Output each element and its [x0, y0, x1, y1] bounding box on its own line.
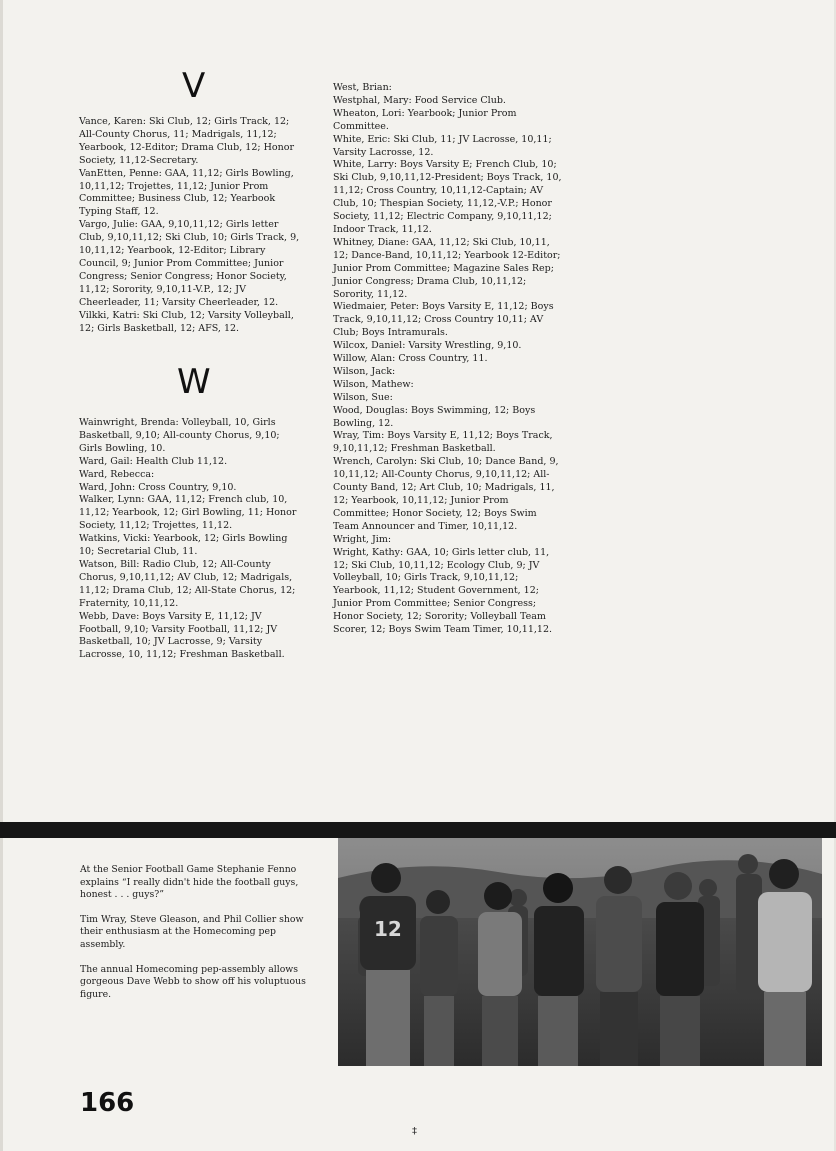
w-entries [79, 417, 301, 662]
section-letter-w: W [177, 362, 211, 402]
crowd-photo-graphic [338, 838, 822, 1066]
caption: The annual Homecoming pep-assembly allows gorgeous Dave Webb to show off his voluptuous figure. [80, 963, 306, 1000]
caption: At the Senior Football Game Stephanie Fenno explains “I really didn't hide the football guys, honest . . . guys?” [80, 864, 299, 901]
entry: Wilcox, Daniel: Varsity Wrestling, 9,10. [333, 340, 522, 352]
entry: Vargo, Julie: GAA, 9,10,11,12; Girls letter Club, 9,10,11,12; Ski Club, 10; Girls Track, 9, 10,11,12; Yearbook, 12-Editor; Library Council, 9; Junior Prom Committee; Junior Congress; Senior Congress; Honor Society, 11,12; Sorority, 9,10,11-V.P., 12; JV Cheerleader, 11; Varsity Cheerleader, 12. [79, 219, 300, 308]
entry: Wood, Douglas: Boys Swimming, 12; Boys Bowling, 12. [333, 404, 536, 429]
jersey-number: 12 [374, 917, 402, 941]
page-number: 166 [80, 1088, 135, 1118]
entry: Webb, Dave: Boys Varsity E, 11,12; JV Football, 9,10; Varsity Football, 11,12; JV Basketball, 10; JV Lacrosse, 9; Varsity Lacrosse, 10, 11,12; Freshman Basketball. [79, 610, 285, 661]
divider-band [0, 822, 836, 838]
entry: Westphal, Mary: Food Service Club. [333, 94, 506, 106]
caption: Tim Wray, Steve Gleason, and Phil Collier show their enthusiasm at the Homecoming pep assembly. [80, 913, 304, 950]
entry: VanEtten, Penne: GAA, 11,12; Girls Bowling, 10,11,12; Trojettes, 11,12; Junior Prom Committee; Business Club, 12; Yearbook Typing Staff, 12. [79, 167, 294, 218]
v-entries [79, 116, 301, 335]
entry: White, Larry: Boys Varsity E; French Club, 10; Ski Club, 9,10,11,12-President; Boys Track, 10, 11,12; Cross Country, 10,11,12-Captain; AV Club, 10; Thespian Society, 11,12,-V.P.; Honor Society, 11,12; Electric Company, 9,10,11,12; Indoor Track, 11,12. [333, 159, 562, 235]
w-entries-continued [333, 82, 565, 637]
entry: Wiedmaier, Peter: Boys Varsity E, 11,12; Boys Track, 9,10,11,12; Cross Country 10,11; AV Club; Boys Intramurals. [333, 301, 554, 339]
entry: West, Brian: [333, 82, 392, 93]
entry: Wilson, Mathew: [333, 378, 414, 390]
crowd-photo [338, 838, 822, 1066]
entry: Whitney, Diane: GAA, 11,12; Ski Club, 10,11, 12; Dance-Band, 10,11,12; Yearbook 12-Editor; Junior Prom Committee; Magazine Sales Rep; Junior Congress; Drama Club, 10,11,12; Sorority, 11,12. [333, 236, 561, 300]
entry: Walker, Lynn: GAA, 11,12; French club, 10, 11,12; Yearbook, 12; Girl Bowling, 11; Honor Society, 11,12; Trojettes, 11,12. [79, 494, 297, 532]
entry: Wilson, Jack: [333, 365, 396, 377]
entry: Wainwright, Brenda: Volleyball, 10, Girls Basketball, 9,10; All-county Chorus, 9,10; Girls Bowling, 10. [79, 417, 280, 454]
entry: Willow, Alan: Cross Country, 11. [333, 353, 488, 365]
entry: Ward, Gail: Health Club 11,12. [79, 455, 228, 467]
entry: Vilkki, Katri: Ski Club, 12; Varsity Volleyball, 12; Girls Basketball, 12; AFS, 12. [79, 309, 294, 334]
entry: Ward, Rebecca: [79, 468, 155, 480]
entry: Wright, Jim: [333, 533, 392, 545]
entry: Ward, John: Cross Country, 9,10. [79, 481, 237, 493]
entry: Wheaton, Lori: Yearbook; Junior Prom Committee. [333, 107, 517, 132]
entry: Wright, Kathy: GAA, 10; Girls letter club, 11, 12; Ski Club, 10,11,12; Ecology Club, 9; JV Volleyball, 10; Girls Track, 9,10,11,12; Yearbook, 11,12; Student Government, 12; Junior Prom Committee; Senior Congress; Honor Society, 12; Sorority; Volleyball Team Scorer, 12; Boys Swim Team Timer, 10,11,12. [333, 546, 553, 636]
entry: White, Eric: Ski Club, 11; JV Lacrosse, 10,11; Varsity Lacrosse, 12. [333, 133, 552, 158]
entry: Watkins, Vicki: Yearbook, 12; Girls Bowling 10; Secretarial Club, 11. [79, 533, 288, 558]
entry: Wrench, Carolyn: Ski Club, 10; Dance Band, 9, 10,11,12; All-County Chorus, 9,10,11,12; All-County Band, 12; Art Club, 10; Madrigals, 11, 12; Yearbook, 10,11,12; Junior Prom Committee; Honor Society, 12; Boys Swim Team Announcer and Timer, 10,11,12. [333, 456, 559, 532]
section-letter-v: V [182, 66, 206, 106]
entry: Vance, Karen: Ski Club, 12; Girls Track, 12; All-County Chorus, 11; Madrigals, 11,12; Yearbook, 12-Editor; Drama Club, 12; Honor Society, 11,12-Secretary. [79, 116, 294, 166]
entry: Wilson, Sue: [333, 391, 393, 403]
footer-mark: ‡ [412, 1126, 417, 1137]
entry: Watson, Bill: Radio Club, 12; All-County Chorus, 9,10,11,12; AV Club, 12; Madrigals, 11,12; Drama Club, 12; All-State Chorus, 12; Fraternity, 10,11,12. [79, 558, 296, 609]
entry: Wray, Tim: Boys Varsity E, 11,12; Boys Track, 9,10,11,12; Freshman Basketball. [333, 430, 553, 455]
photo-captions [80, 864, 314, 1013]
